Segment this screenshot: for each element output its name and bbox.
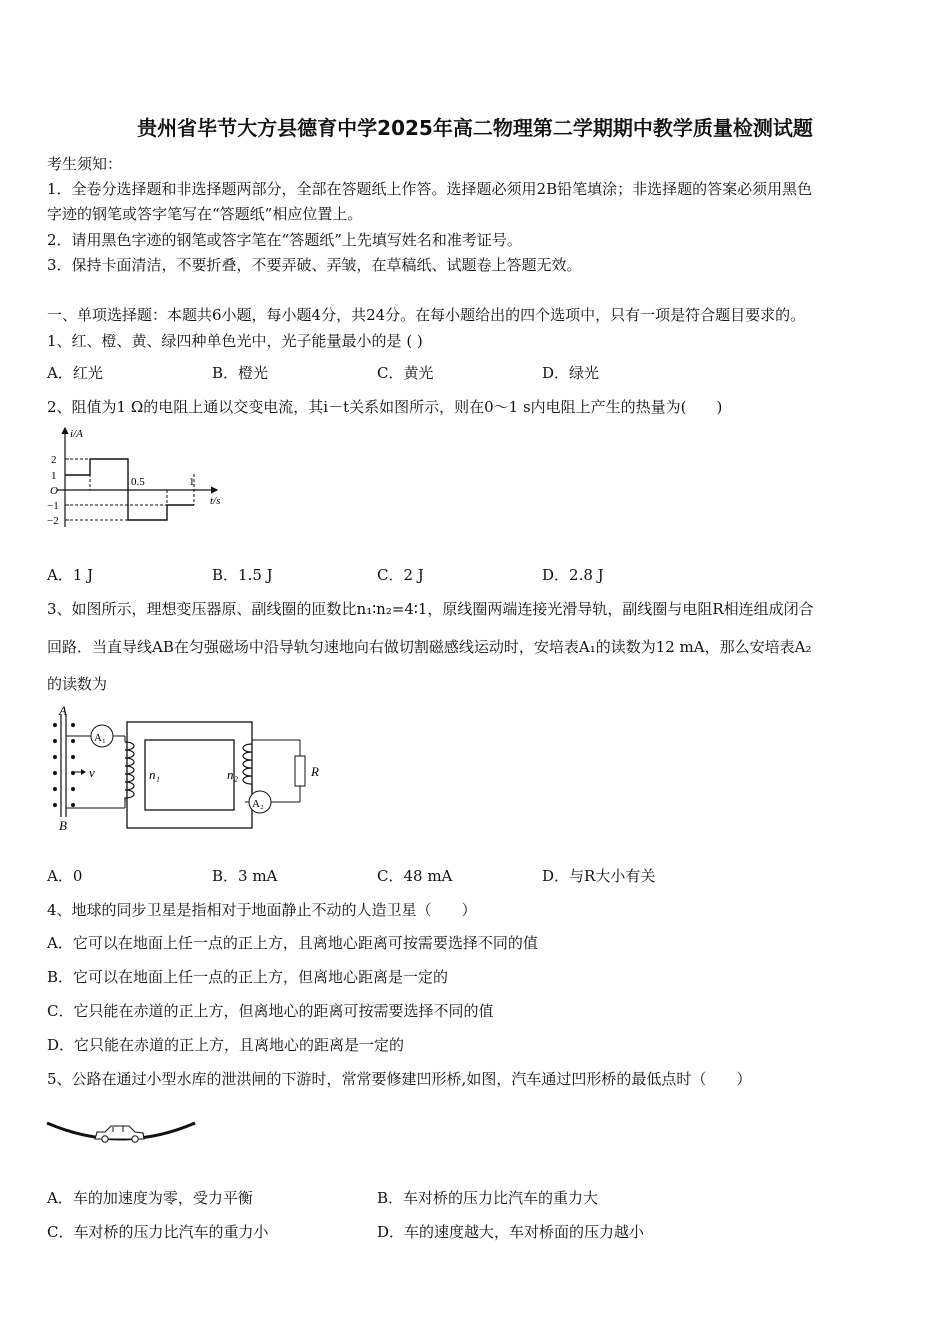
q2-option-a[interactable]: A．1 J: [47, 566, 94, 584]
q3-stem-line3: 的读数为: [47, 675, 108, 693]
q3-label-B: B: [59, 818, 67, 832]
q3-transformer-diagram: [45, 702, 335, 832]
q4-option-d[interactable]: D．它只能在赤道的正上方，且离地心的距离是一定的: [47, 1036, 405, 1054]
q4-option-a[interactable]: A．它可以在地面上任一点的正上方，且离地心距离可按需要选择不同的值: [47, 934, 538, 952]
q2-option-d[interactable]: D．2.8 J: [542, 566, 604, 584]
q5-concave-bridge-figure: [45, 1115, 200, 1151]
q2-tick-y2: 2: [51, 454, 57, 466]
q4-option-c[interactable]: C．它只能在赤道的正上方，但离地心的距离可按需要选择不同的值: [47, 1002, 494, 1020]
q2-option-c[interactable]: C．2 J: [377, 566, 424, 584]
q3-label-n2: n₂: [227, 767, 239, 782]
q2-tick-ym2: −2: [47, 515, 59, 527]
q5-option-d[interactable]: D．车的速度越大，车对桥面的压力越小: [377, 1223, 645, 1241]
q3-label-A: A: [59, 703, 67, 718]
q3-ammeter-A2: A₂: [252, 798, 264, 810]
q4-stem: 4、地球的同步卫星是指相对于地面静止不动的人造卫星（ ）: [47, 901, 477, 919]
notice-line1b: 字迹的钢笔或答字笔写在“答题纸”相应位置上。: [47, 205, 363, 223]
q2-current-graph: [45, 422, 230, 532]
q5-option-c[interactable]: C．车对桥的压力比汽车的重力小: [47, 1223, 269, 1241]
q3-option-b[interactable]: B．3 mA: [212, 867, 278, 885]
q3-stem-line1: 3、如图所示，理想变压器原、副线圈的匝数比n₁∶n₂=4∶1，原线圈两端连接光滑导轨，副线圈与电阻R相连组成闭合: [47, 600, 814, 618]
notice-line1a: 1．全卷分选择题和非选择题两部分，全部在答题纸上作答。选择题必须用2B铅笔填涂；非选择题的答案必须用黑色: [47, 180, 813, 198]
q2-ylabel: i/A: [70, 428, 83, 440]
q2-option-b[interactable]: B．1.5 J: [212, 566, 273, 584]
page-title: 贵州省毕节大方县德育中学2025年高二物理第二学期期中教学质量检测试题: [137, 116, 813, 140]
q5-option-a[interactable]: A．车的加速度为零，受力平衡: [47, 1189, 253, 1207]
q1-option-d[interactable]: D．绿光: [542, 364, 600, 382]
q3-label-R: R: [311, 764, 319, 779]
section-heading: 一、单项选择题：本题共6小题，每小题4分，共24分。在每小题给出的四个选项中，只有一项是符合题目要求的。: [47, 306, 806, 324]
notice-line2: 2．请用黑色字迹的钢笔或答字笔在“答题纸”上先填写姓名和准考证号。: [47, 231, 522, 249]
q1-option-a[interactable]: A．红光: [47, 364, 103, 382]
q2-tick-x1: 1: [189, 476, 195, 488]
q2-tick-x05: 0.5: [131, 476, 145, 488]
q2-origin: O: [50, 485, 58, 497]
q2-xlabel: t/s: [210, 495, 221, 507]
q3-label-n1: n₁: [149, 767, 161, 782]
q2-stem: 2、阻值为1 Ω的电阻上通以交变电流，其i－t关系如图所示，则在0～1 s内电阻上产生的热量为( ): [47, 398, 723, 416]
notice-line3: 3．保持卡面清洁，不要折叠，不要弄破、弄皱，在草稿纸、试题卷上答题无效。: [47, 256, 582, 274]
q2-tick-ym1: −1: [47, 500, 59, 512]
q1-option-c[interactable]: C．黄光: [377, 364, 434, 382]
q5-option-b[interactable]: B．车对桥的压力比汽车的重力大: [377, 1189, 599, 1207]
q3-stem-line2: 回路．当直导线AB在匀强磁场中沿导轨匀速地向右做切割磁感线运动时，安培表A₁的读数为12 mA，那么安培表A₂: [47, 638, 812, 656]
q2-tick-y1: 1: [51, 470, 57, 482]
q5-stem: 5、公路在通过小型水库的泄洪闸的下游时，常常要修建凹形桥,如图，汽车通过凹形桥的最低点时（ ）: [47, 1070, 752, 1088]
q3-option-c[interactable]: C．48 mA: [377, 867, 453, 885]
q3-ammeter-A1: A₁: [94, 732, 106, 744]
q4-option-b[interactable]: B．它可以在地面上任一点的正上方，但离地心距离是一定的: [47, 968, 449, 986]
q1-option-b[interactable]: B．橙光: [212, 364, 269, 382]
q1-stem: 1、红、橙、黄、绿四种单色光中，光子能量最小的是 ( ): [47, 332, 423, 350]
q3-label-v: v: [89, 765, 95, 780]
notice-heading: 考生须知：: [47, 155, 123, 173]
q3-option-a[interactable]: A．0: [47, 867, 83, 885]
q3-option-d[interactable]: D．与R大小有关: [542, 867, 656, 885]
